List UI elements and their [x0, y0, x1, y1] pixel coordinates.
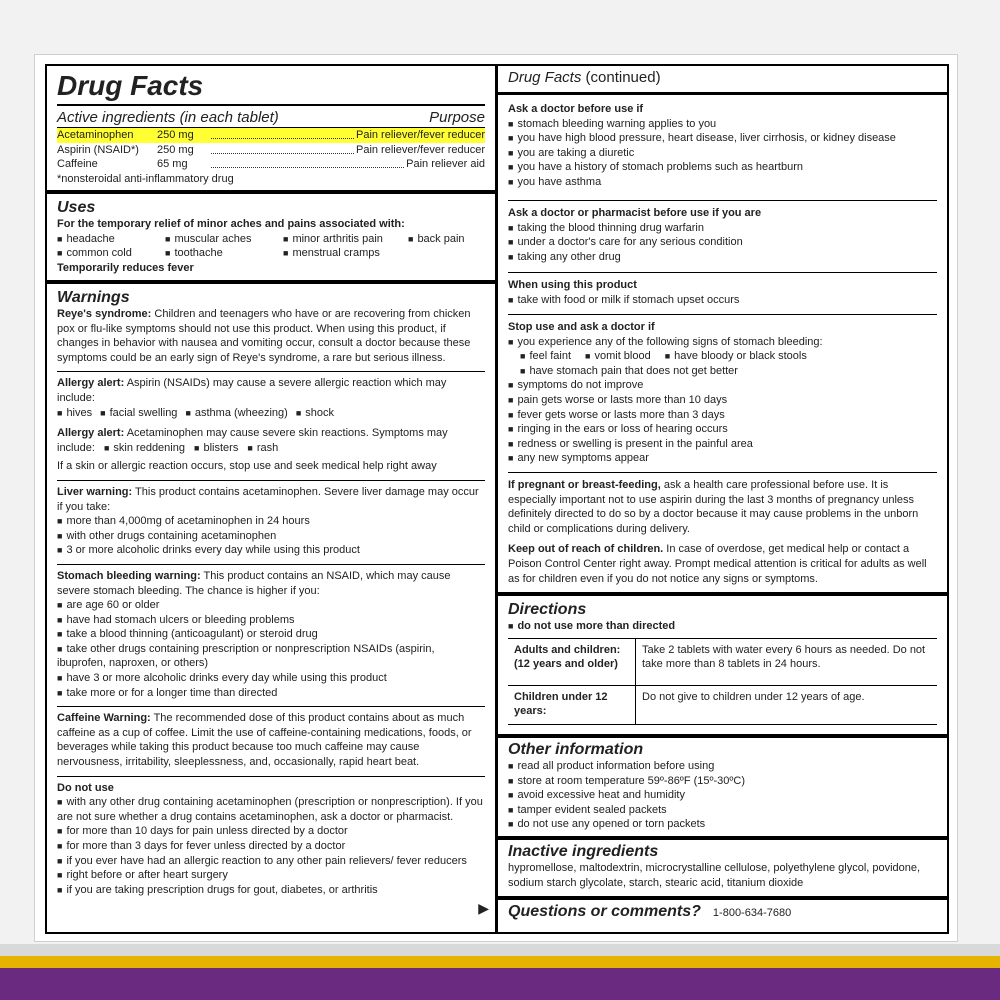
ask-pharmacist-item: ■ taking any other drug: [508, 250, 937, 265]
other-info-item: ■ read all product information before using: [508, 759, 937, 774]
reyes-text: Children and teenagers who have or are recovering from chicken pox or flu-like symptoms should not use this product. When using this product, if changes in behavior with nausea and vomiting occur, consult a doctor because these symptoms could be an early sign of Reye's syndrome, a rare but serious illness.: [57, 308, 471, 364]
do-not-use-item: ■ for more than 3 days for fever unless directed by a doctor: [57, 839, 485, 854]
bleeding-signs: [508, 349, 937, 364]
stop-use-label: Stop use and ask a doctor if: [508, 321, 655, 333]
active-ingredients-heading: Active ingredients (in each tablet): [57, 109, 279, 126]
ingredient-name: Caffeine: [57, 158, 98, 171]
pregnancy-warning: [508, 478, 937, 536]
stop-use-item: ■ redness or swelling is present in the painful area: [508, 437, 937, 452]
bleeding-sign: ■ vomit blood: [585, 349, 651, 364]
pregnancy-label: If pregnant or breast-feeding,: [508, 479, 661, 491]
ingredient-name: Aspirin (NSAID*): [57, 143, 139, 156]
ask-pharmacist-item: ■ under a doctor's care for any serious condition: [508, 235, 937, 250]
right-column: [498, 66, 947, 932]
reyes-label: Reye's syndrome:: [57, 308, 152, 320]
keep-out-label: Keep out of reach of children.: [508, 543, 664, 556]
stomach-item: ■ take other drugs containing prescription or nonprescription NSAIDs (aspirin, ibuprofen, naproxen, or others): [57, 642, 485, 671]
bleeding-sign: ■ have bloody or black stools: [665, 349, 807, 364]
directions-row: [508, 639, 937, 686]
other-info-item: ■ do not use any opened or torn packets: [508, 817, 937, 832]
uses-intro: For the temporary relief of minor aches and pains associated with:: [57, 218, 405, 230]
ask-doctor-item: ■ you have a history of stomach problems such as heartburn: [508, 160, 937, 175]
ingredient-purpose: Pain reliever aid: [406, 158, 485, 171]
ingredient-dose: 65 mg: [157, 158, 188, 171]
stop-use-item: ■ pain gets worse or lasts more than 10 days: [508, 393, 937, 408]
allergy-item: ■ skin reddening: [104, 442, 185, 454]
pregnancy-section: [498, 476, 947, 588]
liver-item: ■ with other drugs containing acetaminophen: [57, 529, 485, 544]
directions-section: [498, 598, 947, 727]
other-info-heading: Other information: [508, 741, 644, 758]
allergy-item: ■ blisters: [194, 442, 238, 454]
allergy-item: ■ shock: [296, 406, 334, 421]
directions-age: Adults and children: (12 years and older): [508, 639, 636, 686]
ingredient-purpose: Pain reliever/fever reducer: [355, 143, 485, 156]
uses-heading: Uses: [57, 199, 96, 216]
directions-dose: Do not give to children under 12 years of age.: [636, 685, 938, 724]
ingredient-purpose: Pain reliever/fever reducer: [355, 129, 485, 141]
ingredient-row: [57, 157, 485, 172]
ask-pharmacist-item: ■ taking the blood thinning drug warfarin: [508, 221, 937, 236]
questions-section: [498, 900, 947, 923]
ask-doctor-item: ■ you have asthma: [508, 175, 937, 190]
ask-doctor-section: [498, 100, 947, 192]
caffeine-warning: [57, 711, 485, 769]
purpose-heading: Purpose: [429, 109, 485, 126]
stop-use-section: [498, 318, 947, 468]
when-using-label: When using this product: [508, 279, 637, 291]
allergy-text: Acetaminophen may cause severe skin reactions. Symptoms may include:: [57, 427, 448, 454]
liver-item: ■ 3 or more alcoholic drinks every day while using this product: [57, 543, 485, 558]
ingredient-dose: 250 mg: [157, 143, 194, 156]
stomach-item: ■ are age 60 or older: [57, 598, 485, 613]
when-using-section: [498, 276, 947, 309]
purple-stripe: [0, 968, 1000, 1000]
reyes-warning: [57, 307, 485, 365]
bleeding-sign: ■ feel faint: [520, 349, 571, 364]
stomach-text: This product contains an NSAID, which may cause severe stomach bleeding. The chance is higher if you:: [57, 569, 451, 597]
continued-title-text: Drug Facts: [508, 69, 582, 86]
keep-out-warning: [508, 542, 937, 586]
allergy-label: Allergy alert:: [57, 377, 125, 390]
ask-doctor-item: ■ you have high blood pressure, heart disease, liver cirrhosis, or kidney disease: [508, 131, 937, 146]
allergy-items: [57, 406, 485, 421]
use-item: ■ headache: [57, 232, 165, 247]
ask-pharmacist-section: [498, 204, 947, 266]
directions-row: [508, 685, 937, 724]
continued-title: [508, 69, 661, 86]
uses-section: [47, 196, 495, 277]
left-column: [47, 66, 498, 932]
questions-heading: Questions or comments?: [508, 903, 701, 920]
liver-item: ■ more than 4,000mg of acetaminophen in 24 hours: [57, 514, 485, 529]
directions-dose: Take 2 tablets with water every 6 hours as needed. Do not take more than 8 tablets in 24 hours.: [636, 639, 938, 686]
do-not-use-item: ■ right before or after heart surgery: [57, 868, 485, 883]
caffeine-text: The recommended dose of this product contains about as much caffeine as a cup of coffee. Limit the use of caffeine-containing medications, foods, or beverages while taking this product because too much caffeine may cause nervousness, irritability, sleeplessness, and, occasionally, rapid heart beat.: [57, 712, 472, 769]
allergy-item: ■ facial swelling: [100, 406, 177, 421]
liver-text: This product contains acetaminophen. Severe liver damage may occur if you take:: [57, 485, 479, 513]
allergy-label: Allergy alert:: [57, 427, 125, 440]
allergy-item: ■ asthma (wheezing): [185, 406, 287, 421]
ingredient-dose: 250 mg: [157, 129, 194, 141]
stop-use-item: ■ any new symptoms appear: [508, 451, 937, 466]
directions-age: Children under 12 years:: [508, 685, 636, 724]
use-item: ■ muscular aches: [165, 232, 283, 247]
other-info-section: [498, 738, 947, 834]
continue-arrow-icon: ▶: [478, 900, 489, 916]
do-not-use-label: Do not use: [57, 781, 114, 794]
ingredient-name: Acetaminophen: [57, 129, 134, 141]
keep-out-text: In case of overdose, get medical help or contact a Poison Control Center right away. Prompt medical attention is critical for adults as well as for children even if you do not notice any signs or symptoms.: [508, 543, 927, 585]
other-info-item: ■ tamper evident sealed packets: [508, 803, 937, 818]
allergy-text: Aspirin (NSAIDs) may cause a severe allergic reaction which may include:: [57, 377, 447, 404]
uses-items-row: [57, 232, 485, 247]
ingredient-row: [57, 143, 485, 158]
do-not-use-item: ■ for more than 10 days for pain unless directed by a doctor: [57, 824, 485, 839]
ingredient-row: [57, 128, 485, 143]
liver-warning: [57, 485, 485, 514]
continued-header: [498, 66, 947, 89]
allergy-item: ■ hives: [57, 406, 92, 421]
directions-item: ■ do not use more than directed: [508, 619, 937, 634]
stomach-label: Stomach bleeding warning:: [57, 569, 201, 582]
gold-stripe: [0, 956, 1000, 968]
allergy-after: If a skin or allergic reaction occurs, stop use and seek medical help right away: [57, 460, 437, 473]
uses-items-row: [57, 246, 485, 261]
stomach-warning: [57, 569, 485, 598]
liver-label: Liver warning:: [57, 485, 133, 498]
inactive-text: hypromellose, maltodextrin, microcrystalline cellulose, polyethylene glycol, povidone, sodium starch glycolate, starch, stearic acid, titanium dioxide: [508, 862, 921, 889]
directions-heading: Directions: [508, 601, 587, 618]
inactive-heading: Inactive ingredients: [508, 843, 659, 860]
allergy-alert-acetaminophen: [57, 426, 485, 455]
continued-suffix: (continued): [581, 69, 661, 86]
phone-number: 1-800-634-7680: [712, 907, 792, 919]
stop-use-item: ■ you experience any of the following signs of stomach bleeding:: [508, 335, 937, 350]
allergy-alert-aspirin: [57, 376, 485, 405]
use-item: ■ back pain: [408, 232, 465, 247]
pregnancy-text: ask a health care professional before use. It is especially important not to use aspirin during the last 3 months of pregnancy unless definitely directed to do so by a doctor because it may cause problems in the unborn child or complications during delivery.: [508, 479, 919, 535]
use-item: ■ common cold: [57, 246, 165, 261]
other-info-item: ■ store at room temperature 59º-86ºF (15º-30ºC): [508, 774, 937, 789]
use-item: ■ menstrual cramps: [283, 246, 380, 261]
shelf-shadow: [0, 944, 1000, 956]
do-not-use-item: ■ with any other drug containing acetaminophen (prescription or nonprescription). If you are not sure whether a drug contains acetaminophen, ask a doctor or pharmacist.: [57, 795, 485, 824]
uses-outro: Temporarily reduces fever: [57, 261, 194, 274]
nsaid-footnote: *nonsteroidal anti-inflammatory drug: [57, 172, 234, 185]
drug-facts-title: Drug Facts: [57, 70, 204, 101]
bleeding-sign: ■ have stomach pain that does not get better: [508, 364, 937, 379]
use-item: ■ toothache: [165, 246, 283, 261]
ask-doctor-label: Ask a doctor before use if: [508, 103, 644, 115]
use-item: ■ minor arthritis pain: [283, 232, 408, 247]
stop-use-item: ■ symptoms do not improve: [508, 378, 937, 393]
drug-facts-panel: [45, 64, 949, 934]
stomach-item: ■ have had stomach ulcers or bleeding problems: [57, 613, 485, 628]
warnings-section: [47, 286, 495, 899]
allergy-item: ■ rash: [247, 442, 278, 454]
do-not-use-item: ■ if you ever have had an allergic reaction to any other pain relievers/ fever reducers: [57, 854, 485, 869]
stomach-item: ■ take more or for a longer time than directed: [57, 686, 485, 701]
caffeine-label: Caffeine Warning:: [57, 712, 151, 725]
stop-use-item: ■ fever gets worse or lasts more than 3 days: [508, 408, 937, 423]
ask-doctor-item: ■ stomach bleeding warning applies to you: [508, 117, 937, 132]
directions-table: [508, 639, 937, 725]
active-ingredients-section: [47, 66, 495, 188]
inactive-section: [498, 840, 947, 892]
ask-doctor-item: ■ you are taking a diuretic: [508, 146, 937, 161]
stop-use-item: ■ ringing in the ears or loss of hearing occurs: [508, 422, 937, 437]
warnings-heading: Warnings: [57, 289, 130, 306]
other-info-item: ■ avoid excessive heat and humidity: [508, 788, 937, 803]
stomach-item: ■ take a blood thinning (anticoagulant) or steroid drug: [57, 627, 485, 642]
ask-pharmacist-label: Ask a doctor or pharmacist before use if you are: [508, 207, 762, 219]
do-not-use-item: ■ if you are taking prescription drugs for gout, diabetes, or arthritis: [57, 883, 485, 898]
stomach-item: ■ have 3 or more alcoholic drinks every day while using this product: [57, 671, 485, 686]
when-using-item: ■ take with food or milk if stomach upset occurs: [508, 293, 937, 308]
